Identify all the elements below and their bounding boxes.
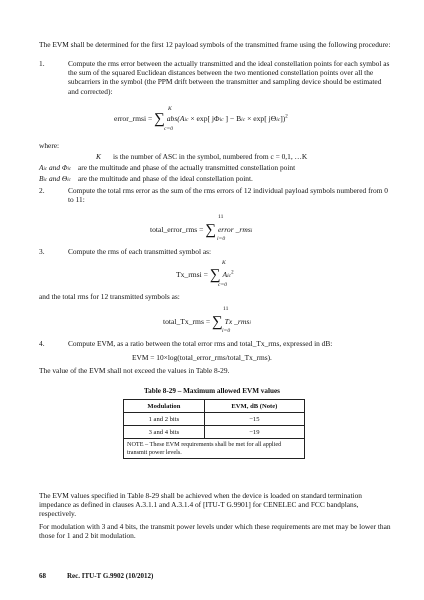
step-1-number: 1.: [39, 59, 45, 68]
step-3-text: Compute the rms of each transmitted symbol as:: [68, 247, 212, 256]
step-1-text: Compute the rms error between the actually transmitted and the ideal constellation points for each symbol as the sum of the squared Euclidean distances between the two mentioned constellation points over all the subcarriers in the symbol (the PPM drift between the transmitter and sampling device should be estimated and corrected):: [68, 59, 390, 96]
eq4-upper-limit: 11: [223, 306, 229, 312]
table-note-row: [124, 439, 305, 459]
equation-tx-rms: Tx_rmsi = ∑ Aic$^2$: [176, 267, 234, 283]
table-cell: 1 and 2 bits: [124, 413, 205, 426]
eq1-lower-limit: c=0: [164, 126, 174, 132]
step-2-number: 2.: [39, 186, 45, 195]
table-cell: −19: [204, 426, 304, 439]
equation-evm: EVM = 10×log(total_error_rms/total_Tx_rms).: [132, 353, 272, 362]
table-header-evm: EVM, dB (Note): [204, 400, 304, 413]
step-3-number: 3.: [39, 247, 45, 256]
equation-error-rms: error_rmsi = ∑ abs(Aic × exp[ jΦic ] − Bic × exp[ jΘic])$^2$: [114, 111, 288, 127]
table-cell: 3 and 4 bits: [124, 426, 205, 439]
table-row: [124, 413, 305, 426]
equation-total-tx-rms: total_Tx_rms = ∑ Tx _rmsi: [163, 314, 251, 330]
eq4-lower-limit: i=0: [222, 328, 231, 334]
table-row: [124, 426, 305, 439]
footer-reference: Rec. ITU-T G.9902 (10/2012): [67, 572, 154, 580]
evm-table: [123, 399, 305, 459]
step-4-number: 4.: [39, 339, 45, 348]
eq2-lower-limit: i=0: [217, 236, 226, 242]
def-b-text: are the multitude and phase of the ideal constellation point.: [78, 174, 253, 183]
total-rms-text: and the total rms for 12 transmitted symbols as:: [39, 292, 180, 301]
step-4-text: Compute EVM, as a ratio between the total error rms and total_Tx_rms, expressed in dB:: [68, 339, 333, 348]
def-a-symbol: Aic and Φic: [39, 163, 72, 172]
def-b-symbol: Bic and Θic: [39, 174, 71, 183]
paragraph-termination: The EVM values specified in Table 8-29 shall be achieved when the device is loaded on standard termination impedance as defined in clauses A.3.1.1 and A.3.1.4 of [ITU-T G.9901] for CENELEC and FCC bandplans, respectively.: [39, 491, 362, 519]
eq1-upper-limit: K: [168, 106, 172, 112]
evm-limit-text: The value of the EVM shall not exceed the values in Table 8-29.: [39, 366, 230, 375]
table-header-modulation: Modulation: [124, 400, 205, 413]
intro-paragraph: The EVM shall be determined for the first 12 payload symbols of the transmitted frame using the following procedure:: [39, 40, 391, 49]
table-header-row: [124, 400, 305, 413]
table-note: NOTE – These EVM requirements shall be met for all applied transmit power levels.: [124, 439, 305, 459]
paragraph-modulation: For modulation with 3 and 4 bits, the transmit power levels under which these requirements are met may be lower than those for 1 and 2 bit modulation.: [39, 522, 391, 541]
table-caption: Table 8-29 – Maximum allowed EVM values: [144, 387, 280, 395]
def-a-text: are the multitude and phase of the actually transmitted constellation point: [78, 163, 296, 172]
step-2-text: Compute the total rms error as the sum of the rms errors of 12 individual payload symbols numbered from 0 to 11:: [68, 186, 388, 205]
table-cell: −15: [204, 413, 304, 426]
where-label: where:: [39, 141, 60, 150]
def-k-symbol: K: [96, 152, 101, 161]
eq3-lower-limit: c=0: [218, 282, 228, 288]
page-number: 68: [39, 572, 46, 580]
def-k-text: is the number of ASC in the symbol, numbered from c = 0,1, …K: [113, 152, 308, 161]
equation-total-error-rms: total_error_rms = ∑ error _rmsi: [150, 222, 253, 238]
eq3-upper-limit: K: [222, 260, 226, 266]
eq2-upper-limit: 11: [218, 214, 224, 220]
